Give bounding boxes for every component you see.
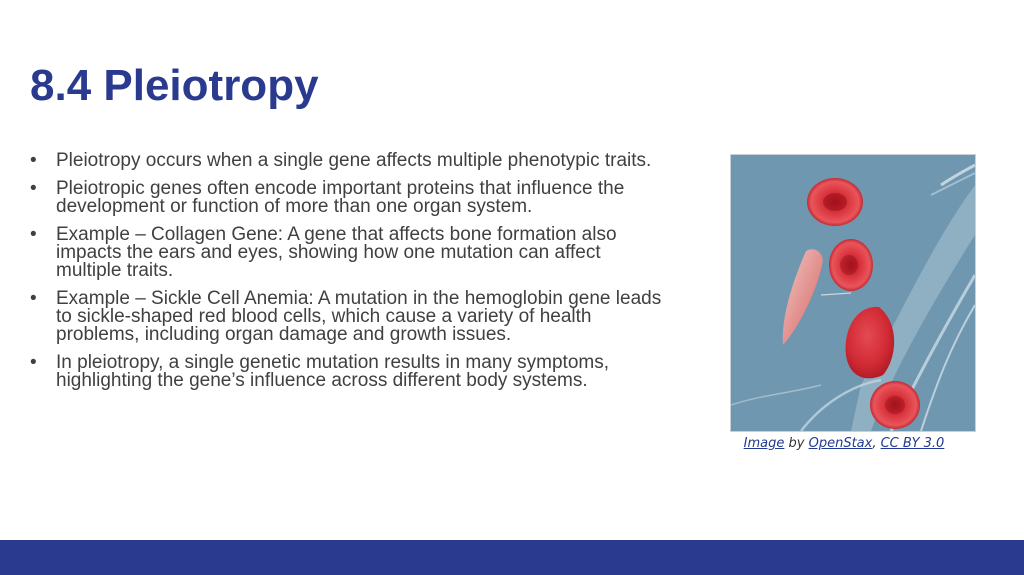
bullet-dot: • — [30, 178, 37, 199]
author-link[interactable]: OpenStax — [808, 436, 873, 451]
red-blood-cells-photo — [730, 154, 976, 432]
red-blood-cells-micrograph-icon — [731, 155, 975, 431]
slide-title: 8.4 Pleiotropy — [30, 61, 319, 110]
bullet-dot: • — [30, 150, 37, 171]
bullet-item — [30, 354, 670, 390]
caption-comma: , — [872, 436, 881, 451]
bullet-item — [30, 226, 670, 280]
bullet-item — [30, 180, 670, 216]
bullet-dot: • — [30, 224, 37, 245]
bullet-dot: • — [30, 288, 37, 309]
image-link[interactable]: Image — [743, 436, 785, 451]
bullet-text: In pleiotropy, a single genetic mutation results in many symptoms, highlighting the gene’s influence across different body systems. — [56, 352, 610, 391]
license-link[interactable]: CC BY 3.0 — [880, 436, 945, 451]
image-credit-caption — [730, 436, 958, 451]
bullet-text: Example – Collagen Gene: A gene that affects bone formation also impacts the ears and eyes, showing how one mutation can affect multiple traits. — [56, 224, 617, 281]
bullet-dot: • — [30, 352, 37, 373]
bullet-item — [30, 290, 670, 344]
bullet-text: Example – Sickle Cell Anemia: A mutation in the hemoglobin gene leads to sickle-shaped red blood cells, which cause a variety of health problems, including organ damage and growth issues. — [56, 288, 662, 345]
bullet-text: Pleiotropy occurs when a single gene affects multiple phenotypic traits. — [56, 150, 652, 171]
footer-bar — [0, 540, 1024, 575]
bullet-item — [30, 152, 670, 170]
caption-by: by — [784, 436, 809, 451]
bullet-text: Pleiotropic genes often encode important proteins that influence the development or function of more than one organ system. — [56, 178, 625, 217]
bullet-list — [30, 152, 670, 400]
